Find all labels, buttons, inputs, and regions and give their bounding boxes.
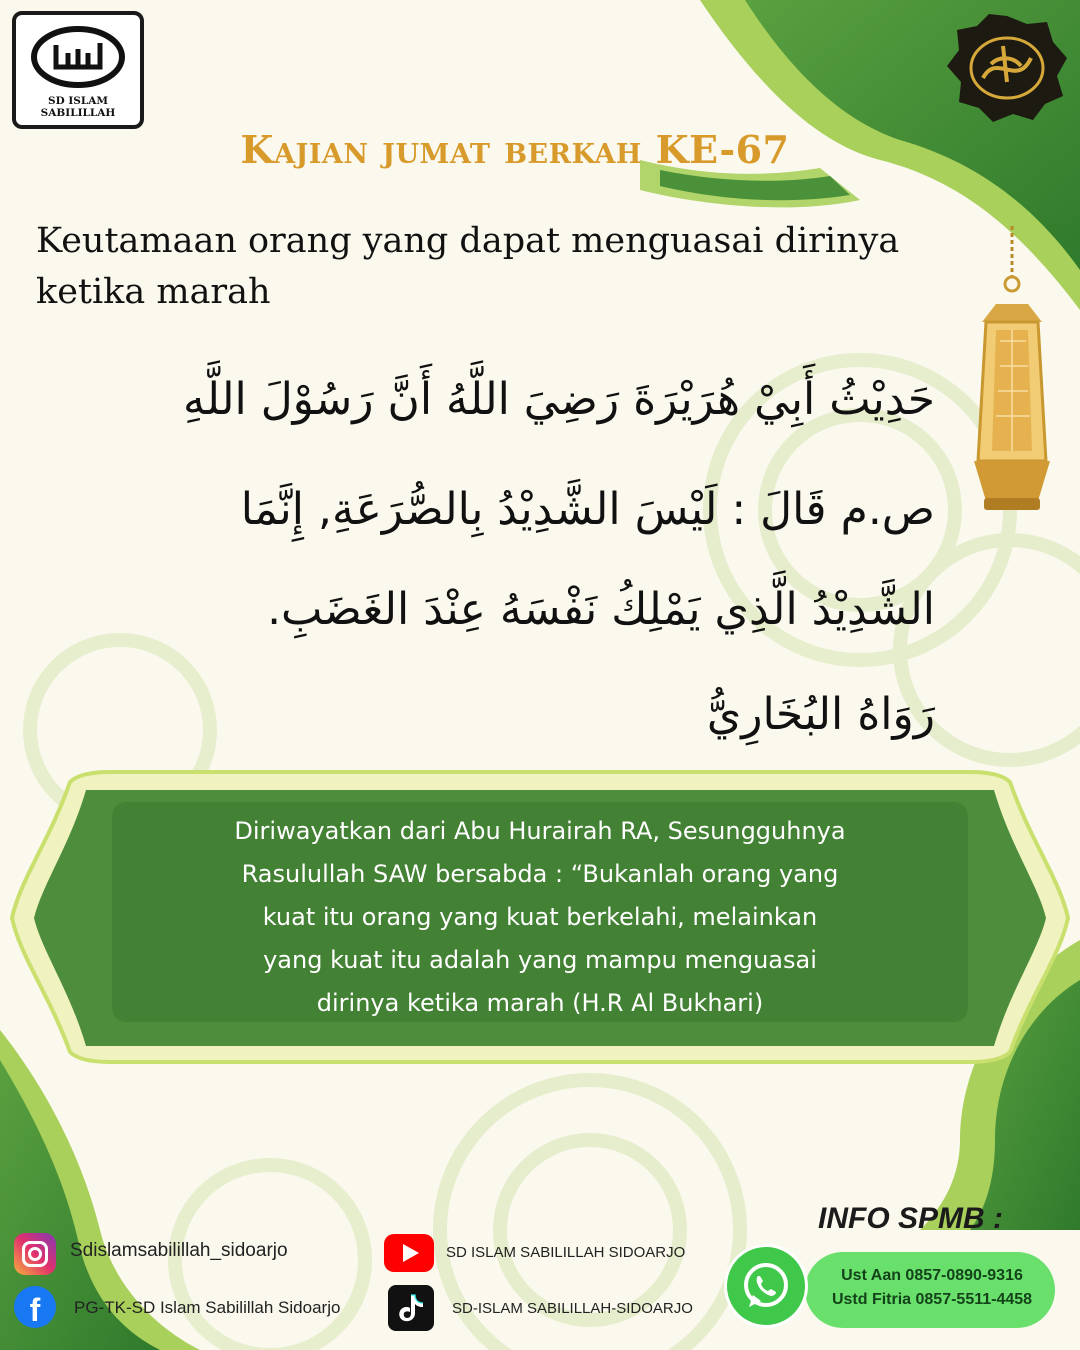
instagram-icon[interactable] — [14, 1233, 56, 1275]
translation-line: kuat itu orang yang kuat berkelahi, melainkan — [262, 903, 818, 931]
facebook-page[interactable]: PG-TK-SD Islam Sabilillah Sidoarjo — [74, 1298, 341, 1317]
whatsapp-icon[interactable] — [724, 1244, 808, 1328]
school-logo-label: SD ISLAM SABILILLAH — [40, 95, 116, 119]
subtitle: Keutamaan orang yang dapat menguasai dirinya ketika marah — [36, 221, 900, 312]
hadith-line-1: حَدِيْثُ أَبِيْ هُرَيْرَةَ رَضِيَ اللَّهُ أَنَّ رَسُوْلَ اللَّهِ — [182, 374, 935, 425]
hadith-line-3: الشَّدِيْدُ الَّذِي يَمْلِكُ نَفْسَهُ عِنْدَ الغَضَبِ. — [267, 584, 935, 635]
tiktok-account[interactable]: SD-ISLAM SABILILLAH-SIDOARJO — [452, 1300, 693, 1317]
hadith-source: رَوَاهُ البُخَارِيُّ — [706, 689, 935, 740]
page-title: Kajian jumat berkah KE-67 — [240, 127, 790, 172]
contact-aan[interactable]: Ust Aan 0857-0890-9316 — [841, 1267, 1023, 1284]
translation-line: Rasulullah SAW bersabda : “Bukanlah orang yang — [241, 860, 839, 888]
youtube-icon[interactable] — [384, 1234, 434, 1272]
contact-fitria[interactable]: Ustd Fitria 0857-5511-4458 — [831, 1291, 1033, 1308]
hadith-line-2: ص.م قَالَ : لَيْسَ الشَّدِيْدُ بِالصُّرَعَةِ, إِنَّمَا — [240, 484, 935, 535]
school-logo-icon — [28, 23, 128, 93]
facebook-icon[interactable]: f — [14, 1286, 56, 1328]
instagram-handle[interactable]: Sdislamsabilillah_sidoarjo — [70, 1240, 288, 1261]
translation-line: Diriwayatkan dari Abu Hurairah RA, Sesungguhnya — [234, 817, 846, 845]
lantern-icon — [966, 226, 1058, 516]
calligraphy-seal-icon — [943, 12, 1071, 124]
translation-line: dirinya ketika marah (H.R Al Bukhari) — [316, 989, 764, 1017]
youtube-channel[interactable]: SD ISLAM SABILILLAH SIDOARJO — [446, 1244, 686, 1261]
translation-text — [130, 810, 950, 1025]
school-logo — [12, 11, 144, 129]
translation-line: yang kuat itu adalah yang mampu menguasai — [263, 946, 817, 974]
contact-pill — [805, 1252, 1055, 1328]
tiktok-icon[interactable] — [388, 1285, 434, 1331]
info-spmb-heading: INFO SPMB : — [818, 1202, 1003, 1235]
